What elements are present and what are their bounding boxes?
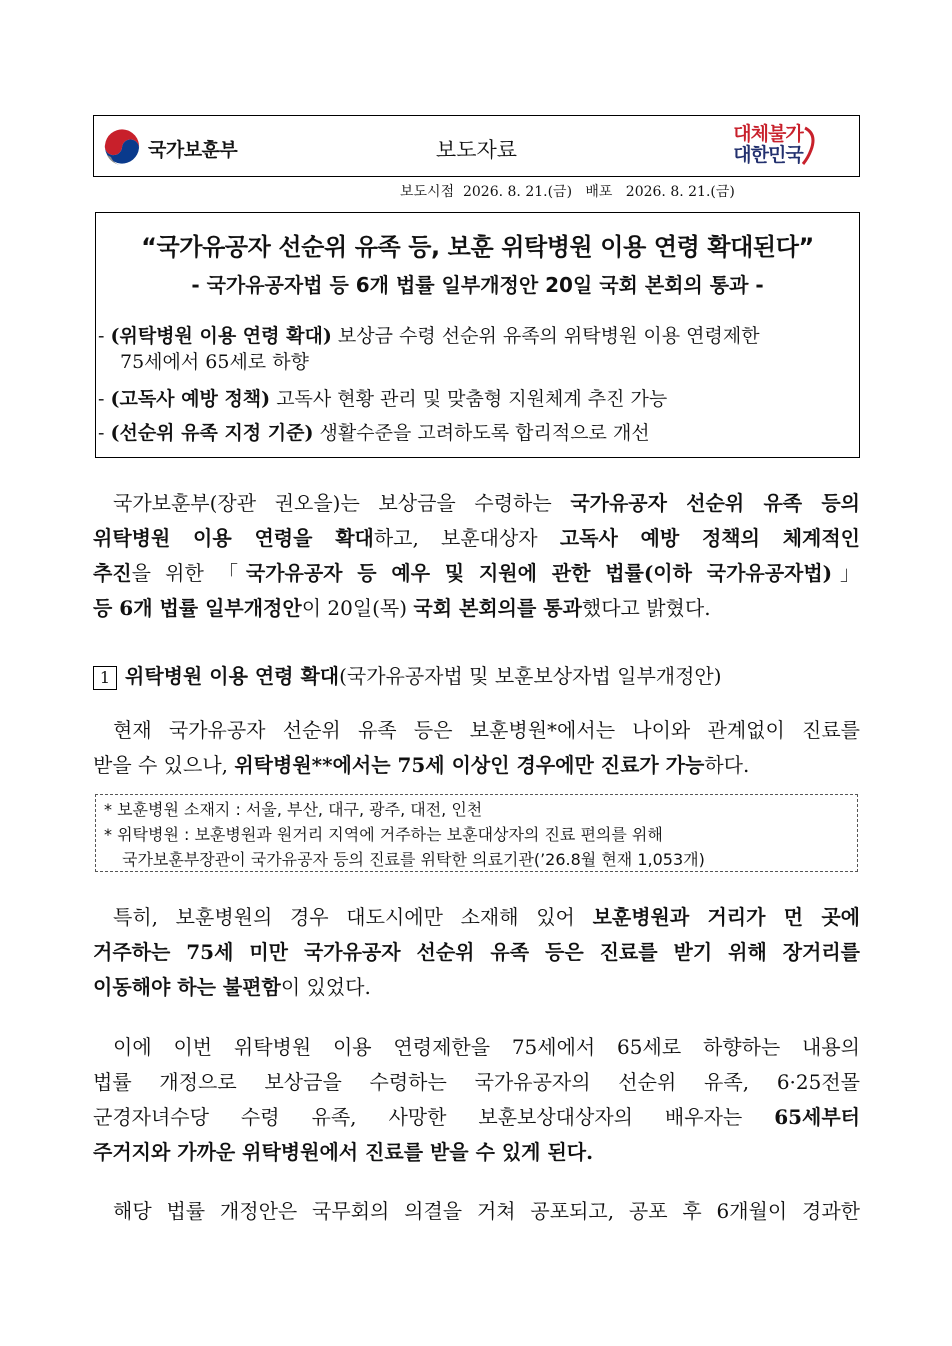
text-run: 국가보훈부(장관 권오을)는 보상금을 수령하는 bbox=[113, 491, 571, 515]
text-run: 주거지와 가까운 위탁병원에서 진료를 받을 수 있게 된다. bbox=[93, 1140, 594, 1164]
summary-box bbox=[95, 212, 860, 458]
text-run: 하고, 보훈대상자 bbox=[373, 526, 560, 550]
body-paragraph-5 bbox=[93, 1194, 860, 1229]
text-run: 했다고 밝혔다. bbox=[581, 596, 711, 620]
text-run: 위탁병원 이용 연령을 확대 bbox=[93, 526, 374, 550]
footnote-box bbox=[95, 794, 858, 872]
ministry-name: 국가보훈부 bbox=[148, 138, 238, 161]
body-paragraph-1 bbox=[93, 486, 860, 626]
text-run: 현재 국가유공자 선순위 유족 등은 보훈병원*에서는 나이와 관계없이 진료를 bbox=[113, 718, 860, 742]
text-run: 법률 개정으로 보상금을 수령하는 국가유공자의 선순위 유족, 6·25전몰 bbox=[93, 1070, 860, 1094]
text-run bbox=[93, 521, 860, 556]
bullet-text: 고독사 현황 관리 및 맞춤형 지원체계 추진 가능 bbox=[270, 388, 668, 410]
body-paragraph-2 bbox=[93, 713, 860, 783]
press-header bbox=[93, 115, 860, 177]
text-run bbox=[93, 748, 860, 783]
text-run bbox=[93, 1100, 860, 1135]
text-run: 국회 본회의를 통과 bbox=[413, 596, 582, 620]
summary-bullet bbox=[98, 323, 858, 375]
text-run: 이 20일(목) bbox=[301, 596, 414, 620]
text-run: 하다. bbox=[704, 753, 750, 777]
bullet-dash: - bbox=[98, 388, 111, 410]
text-run: 특히, 보훈병원의 경우 대도시에만 소재해 있어 bbox=[113, 905, 593, 929]
footnote: * 보훈병원 소재지 : 서울, 부산, 대구, 광주, 대전, 인천 bbox=[104, 800, 483, 819]
text-run: 군경자녀수당 수령 유족, 사망한 보훈보상대상자의 배우자는 bbox=[93, 1105, 775, 1129]
section-number: 1 bbox=[93, 666, 117, 690]
text-run: 65세부터 bbox=[774, 1105, 860, 1129]
text-run: 」 bbox=[832, 561, 860, 585]
summary-bullet bbox=[98, 420, 858, 446]
section-title: 위탁병원 이용 연령 확대 bbox=[125, 664, 340, 688]
text-run: 국가유공자 선순위 유족 등의 bbox=[570, 491, 860, 515]
footnote: * 위탁병원 : 보훈병원과 원거리 지역에 거주하는 보훈대상자의 진료 편의를 위해 bbox=[104, 825, 663, 844]
bullet-heading: (선순위 유족 지정 기준) bbox=[110, 422, 314, 444]
text-run: 추진 bbox=[93, 561, 132, 585]
section-heading bbox=[93, 660, 722, 690]
bullet-dash: - bbox=[98, 325, 111, 347]
body-paragraph-4 bbox=[93, 1030, 860, 1170]
slogan-line2: 대한민국 bbox=[733, 144, 803, 166]
body-paragraph-3 bbox=[93, 900, 860, 1005]
text-run: 보훈병원과 거리가 먼 곳에 bbox=[592, 905, 860, 929]
text-run: 을 위한 「 bbox=[131, 561, 246, 585]
doc-type: 보도자료 bbox=[435, 138, 518, 162]
bullet-text: 보상금 수령 선순위 유족의 위탁병원 이용 연령제한 bbox=[331, 325, 760, 347]
bullet-text: 생활수준을 고려하도록 합리적으로 개선 bbox=[313, 422, 650, 444]
text-run: 등 6개 법률 일부개정안 bbox=[93, 596, 302, 620]
text-run: 고독사 예방 정책의 체계적인 bbox=[559, 526, 860, 550]
text-run bbox=[93, 591, 860, 626]
text-run: 받을 수 있으나, bbox=[93, 753, 235, 777]
text-run bbox=[93, 556, 860, 591]
slogan-line1: 대체불가 bbox=[733, 123, 803, 145]
section-subtitle: (국가유공자법 및 보훈보상자법 일부개정안) bbox=[339, 664, 722, 688]
bullet-text-continued: 75세에서 65세로 하향 bbox=[120, 351, 309, 373]
summary-bullet bbox=[98, 386, 858, 412]
text-run: 이동해야 하는 불편함 bbox=[93, 975, 281, 999]
headline: “국가유공자 선순위 유족 등, 보훈 위탁병원 이용 연령 확대된다” bbox=[141, 233, 814, 261]
bullet-dash: - bbox=[98, 422, 111, 444]
bullet-heading: (고독사 예방 정책) bbox=[110, 388, 271, 410]
subheadline: - 국가유공자법 등 6개 법률 일부개정안 20일 국회 본회의 통과 - bbox=[191, 273, 764, 297]
text-run: 위탁병원**에서는 75세 이상인 경우에만 진료가 가능 bbox=[234, 753, 705, 777]
text-run: 이에 이번 위탁병원 이용 연령제한을 75세에서 65세로 하향하는 내용의 bbox=[113, 1035, 860, 1059]
text-run: 거주하는 75세 미만 국가유공자 선순위 유족 등은 진료를 받기 위해 장거리를 bbox=[93, 940, 860, 964]
text-run bbox=[93, 900, 860, 935]
footnote-continued: 국가보훈부장관이 국가유공자 등의 진료를 위탁한 의료기관(’26.8월 현재 1,053개) bbox=[122, 850, 705, 869]
text-run: 해당 법률 개정안은 국무회의 의결을 거쳐 공포되고, 공포 후 6개월이 경과한 bbox=[113, 1199, 860, 1223]
slogan-swoosh-icon bbox=[799, 124, 819, 170]
text-run bbox=[93, 970, 860, 1005]
text-run bbox=[93, 486, 860, 521]
text-run: 국가유공자 등 예우 및 지원에 관한 법률(이하 국가유공자법) bbox=[245, 561, 833, 585]
distribution-date: 보도시점 2026. 8. 21.(금) 배포 2026. 8. 21.(금) bbox=[400, 184, 735, 200]
bullet-heading: (위탁병원 이용 연령 확대) bbox=[110, 325, 332, 347]
text-run: 이 있었다. bbox=[280, 975, 371, 999]
